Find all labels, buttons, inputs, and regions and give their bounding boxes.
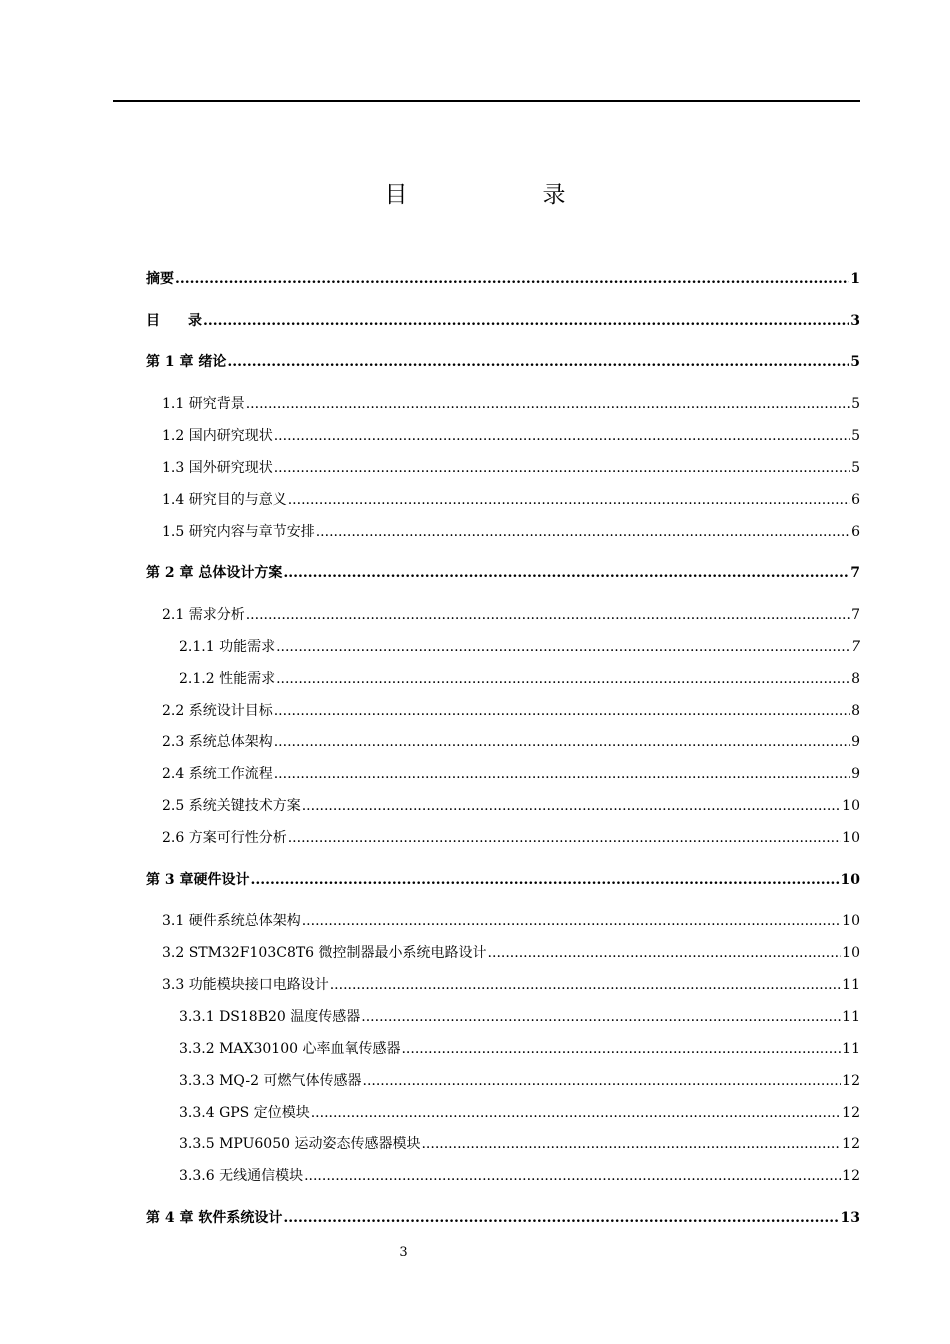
toc-entry-label: 1.1 研究背景: [162, 396, 245, 412]
toc-entry-page: 7: [850, 565, 860, 581]
toc-entry-label: 3.3.5 MPU6050 运动姿态传感器模块: [179, 1136, 421, 1152]
toc-entry-page: 13: [840, 1210, 860, 1226]
toc-dot-leader: [304, 1166, 841, 1186]
toc-entry[interactable]: [162, 490, 860, 510]
toc-entry-page: 8: [851, 671, 860, 687]
toc-entry-label: 3.1 硬件系统总体架构: [162, 913, 301, 929]
toc-entry-label: 2.5 系统关键技术方案: [162, 798, 301, 814]
toc-entry[interactable]: [146, 563, 860, 583]
toc-entry-page: 6: [851, 524, 860, 540]
toc-entry-page: 11: [842, 1041, 860, 1057]
toc-dot-leader: [203, 311, 849, 331]
toc-entry-label: 2.1.2 性能需求: [179, 671, 276, 687]
toc-dot-leader: [302, 796, 841, 816]
toc-entry-label: 第 3 章硬件设计: [146, 872, 250, 888]
toc-entry-page: 12: [842, 1136, 860, 1152]
toc-entry-label: 摘要: [146, 271, 174, 287]
toc-entry-page: 10: [842, 945, 860, 961]
toc-entry-label: 2.6 方案可行性分析: [162, 830, 287, 846]
page-number: 3: [399, 1245, 408, 1260]
toc-entry[interactable]: [179, 1039, 860, 1059]
toc-entry[interactable]: [146, 269, 860, 289]
toc-dot-leader: [274, 701, 850, 721]
toc-entry[interactable]: [179, 1134, 860, 1154]
toc-dot-leader: [227, 352, 849, 372]
toc-dot-leader: [330, 975, 841, 995]
toc-entry-page: 12: [842, 1105, 860, 1121]
toc-entry-label: 3.2 STM32F103C8T6 微控制器最小系统电路设计: [162, 945, 487, 961]
toc-entry-page: 10: [840, 872, 860, 888]
toc-entry-label: 1.3 国外研究现状: [162, 460, 273, 476]
toc-entry[interactable]: [146, 1208, 860, 1228]
toc-dot-leader: [302, 911, 841, 931]
toc-entry[interactable]: [162, 975, 860, 995]
toc-entry[interactable]: [179, 1103, 860, 1123]
toc-entry-label: 3.3.2 MAX30100 心率血氧传感器: [179, 1041, 401, 1057]
toc-entry-label: 1.5 研究内容与章节安排: [162, 524, 315, 540]
toc-entry[interactable]: [162, 701, 860, 721]
toc-dot-leader: [288, 828, 841, 848]
toc-entry[interactable]: [162, 394, 860, 414]
toc-dot-leader: [311, 1103, 841, 1123]
toc-dot-leader: [274, 458, 850, 478]
toc-entry-page: 7: [851, 607, 860, 623]
toc-entry-label: 1.2 国内研究现状: [162, 428, 273, 444]
toc-dot-leader: [276, 637, 850, 657]
toc-entry-page: 8: [851, 703, 860, 719]
toc-entry[interactable]: [179, 1166, 860, 1186]
toc-entry[interactable]: [162, 943, 860, 963]
toc-entry-label: 3.3 功能模块接口电路设计: [162, 977, 329, 993]
toc-entry-page: 11: [842, 977, 860, 993]
toc-entry[interactable]: [162, 522, 860, 542]
toc-dot-leader: [288, 490, 850, 510]
toc-dot-leader: [283, 1208, 839, 1228]
toc-dot-leader: [246, 394, 850, 414]
toc-entry-label: 3.3.6 无线通信模块: [179, 1168, 304, 1184]
toc-entry[interactable]: [162, 458, 860, 478]
toc-entry-page: 10: [842, 913, 860, 929]
toc-entry-label: 第 2 章 总体设计方案: [146, 565, 283, 581]
toc-dot-leader: [274, 764, 850, 784]
toc-dot-leader: [421, 1134, 841, 1154]
toc-entry[interactable]: [162, 911, 860, 931]
toc-entry[interactable]: [179, 669, 860, 689]
toc-dot-leader: [401, 1039, 841, 1059]
toc-entry[interactable]: [146, 870, 860, 890]
toc-dot-leader: [274, 426, 850, 446]
toc-entry-page: 12: [842, 1073, 860, 1089]
toc-entry-page: 5: [851, 428, 860, 444]
toc-entry[interactable]: [179, 1071, 860, 1091]
toc-entry-label: 2.2 系统设计目标: [162, 703, 273, 719]
toc-entry[interactable]: [162, 605, 860, 625]
toc-entry-label: 2.1 需求分析: [162, 607, 245, 623]
toc-entry[interactable]: [162, 828, 860, 848]
toc-entry-page: 10: [842, 798, 860, 814]
toc-entry[interactable]: [162, 732, 860, 752]
toc-entry-page: 3: [850, 313, 860, 329]
toc-entry-page: 7: [851, 639, 860, 655]
toc-entry[interactable]: [146, 352, 860, 372]
toc-dot-leader: [276, 669, 850, 689]
toc-entry-label: 2.4 系统工作流程: [162, 766, 273, 782]
toc-dot-leader: [175, 269, 849, 289]
toc-dot-leader: [488, 943, 842, 963]
toc-entry[interactable]: [162, 796, 860, 816]
toc-entry-label: 第 1 章 绪论: [146, 354, 227, 370]
toc-entry-label: 2.3 系统总体架构: [162, 734, 273, 750]
toc-entry-page: 10: [842, 830, 860, 846]
toc-entry-label: 3.3.1 DS18B20 温度传感器: [179, 1009, 361, 1025]
toc-entry-page: 5: [850, 354, 860, 370]
toc-entry-label: 目 录: [146, 313, 202, 329]
toc-entry-label: 3.3.4 GPS 定位模块: [179, 1105, 310, 1121]
toc-entry-label: 1.4 研究目的与意义: [162, 492, 287, 508]
toc-dot-leader: [246, 605, 850, 625]
toc-dot-leader: [251, 870, 840, 890]
toc-entry-page: 1: [850, 271, 860, 287]
toc-entry-page: 6: [851, 492, 860, 508]
toc-entry-page: 12: [842, 1168, 860, 1184]
toc-dot-leader: [283, 563, 849, 583]
toc-entry-page: 5: [851, 396, 860, 412]
toc-entry-page: 11: [842, 1009, 860, 1025]
toc-entry[interactable]: [179, 1007, 860, 1027]
toc-entry[interactable]: [162, 764, 860, 784]
toc-entry-page: 9: [851, 766, 860, 782]
toc-entry-label: 3.3.3 MQ-2 可燃气体传感器: [179, 1073, 362, 1089]
toc-entry-page: 9: [851, 734, 860, 750]
page-title: 目 录: [384, 182, 622, 208]
toc-dot-leader: [274, 732, 850, 752]
toc-entry-label: 第 4 章 软件系统设计: [146, 1210, 283, 1226]
toc-entry[interactable]: [162, 426, 860, 446]
toc-dot-leader: [316, 522, 850, 542]
toc-entry-label: 2.1.1 功能需求: [179, 639, 276, 655]
toc-dot-leader: [363, 1071, 842, 1091]
toc-entry-page: 5: [851, 460, 860, 476]
toc-dot-leader: [361, 1007, 841, 1027]
toc-entry[interactable]: [179, 637, 860, 657]
toc-entry[interactable]: [146, 311, 860, 331]
